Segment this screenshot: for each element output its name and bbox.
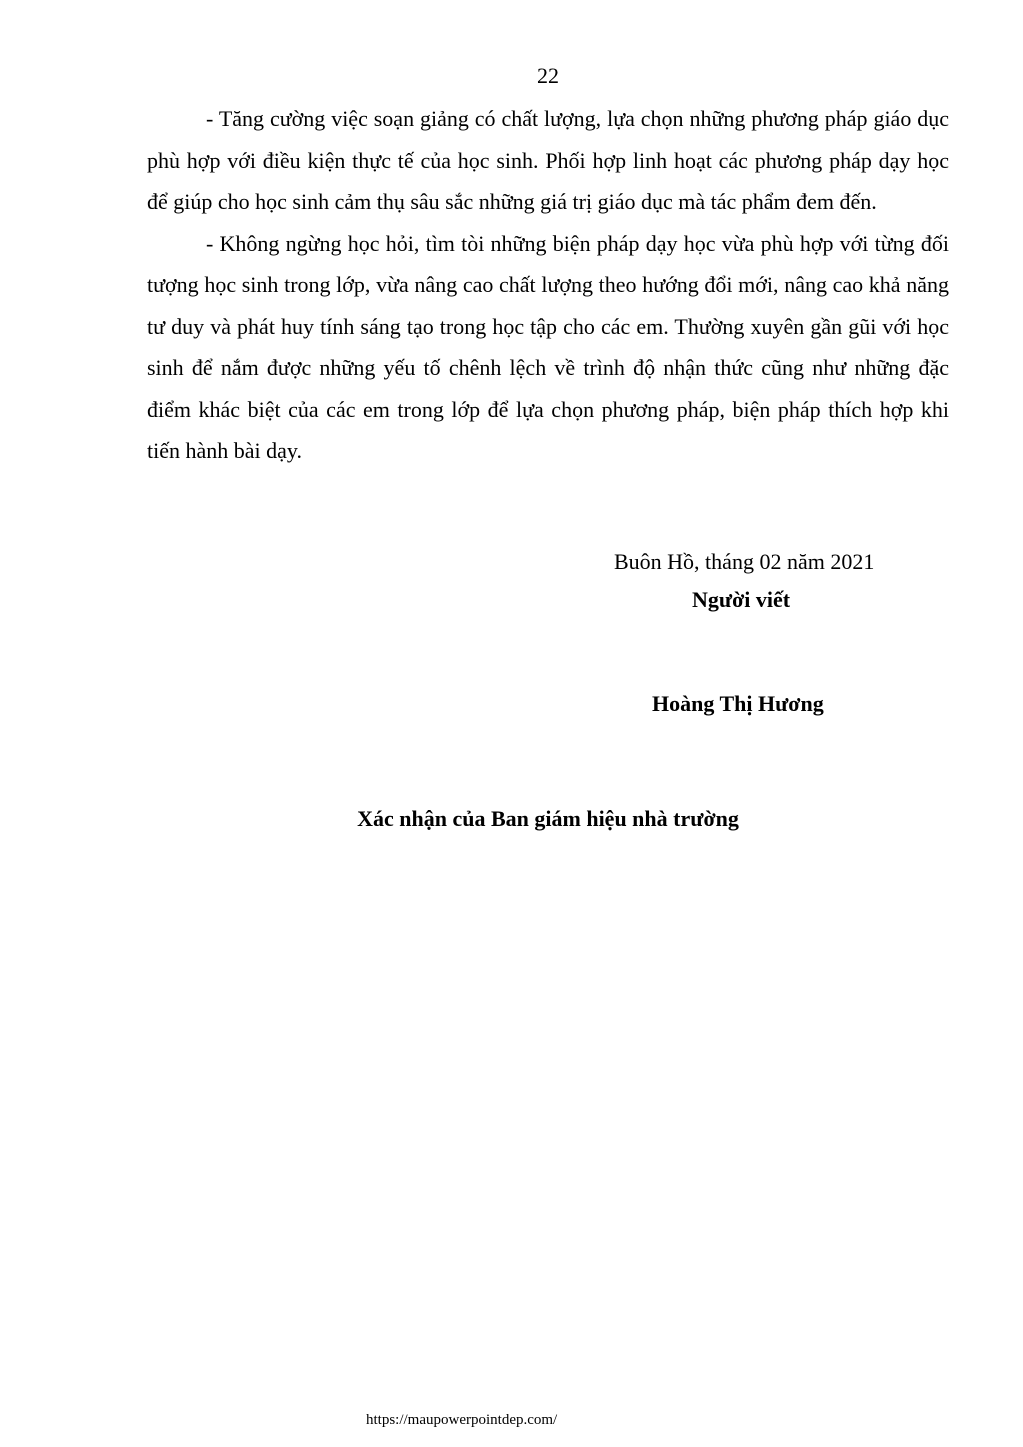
paragraph-continuous-learning: - Không ngừng học hỏi, tìm tòi những biện pháp dạy học vừa phù hợp với từng đối tượng học sinh trong lớp, vừa nâng cao chất lượng theo hướng đổi mới, nâng cao khả năng tư duy và phát huy tính sáng tạo trong học tập cho các em. Thường xuyên gần gũi với học sinh để nắm được những yếu tố chênh lệch về trình độ nhận thức cũng như những đặc điểm khác biệt của các em trong lớp để lựa chọn phương pháp, biện pháp thích hợp khi tiến hành bài dạy. <box>147 230 949 463</box>
footer-url[interactable]: https://maupowerpointdep.com/ <box>366 1412 558 1428</box>
signature-role: Người viết <box>692 587 791 612</box>
page-number: 22 <box>537 63 559 88</box>
signature-name: Hoàng Thị Hương <box>652 691 824 716</box>
confirmation-heading: Xác nhận của Ban giám hiệu nhà trường <box>357 806 739 831</box>
body-text <box>147 98 949 472</box>
paragraph-lesson-preparation: - Tăng cường việc soạn giảng có chất lượng, lựa chọn những phương pháp giáo dục phù hợp với điều kiện thực tế của học sinh. Phối hợp linh hoạt các phương pháp dạy học để giúp cho học sinh cảm thụ sâu sắc những giá trị giáo dục mà tác phẩm đem đến. <box>147 106 949 214</box>
signature-date-line: Buôn Hồ, tháng 02 năm 2021 <box>614 549 875 574</box>
